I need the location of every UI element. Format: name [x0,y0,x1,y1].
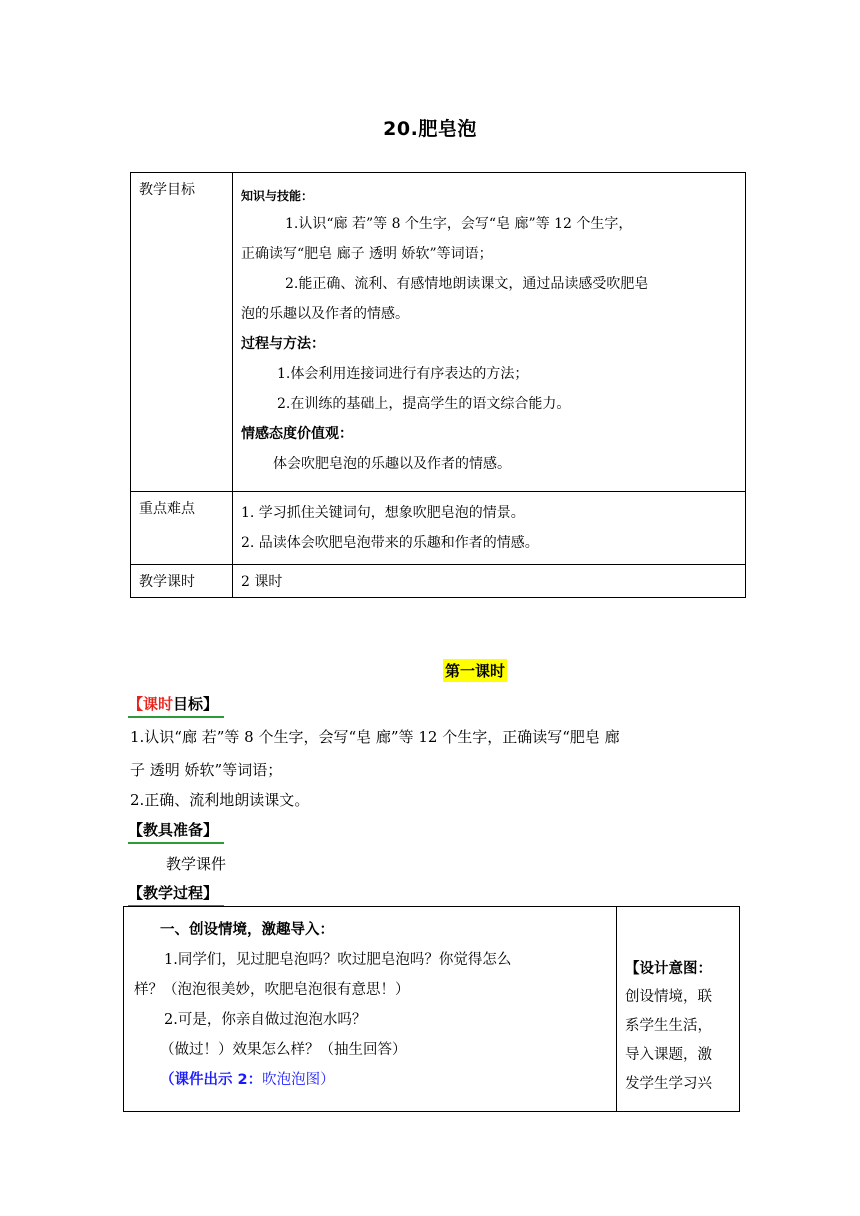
row-label-objectives: 教学目标 [131,173,233,492]
design-intent-cell [617,907,740,1112]
row-label-key-points: 重点难点 [131,492,233,565]
bracket-open: 【 [128,695,144,713]
process-heading: 【教学过程】 [128,882,218,904]
process-main-cell [124,907,617,1112]
process-line: 样？（泡泡很美妙，吹肥皂泡很有意思！） [134,982,410,998]
key-point-item: 2. 品读体会吹肥皂泡带来的乐趣和作者的情感。 [241,535,539,551]
lesson-goal-line: 2.正确、流利地朗读课文。 [130,791,310,809]
design-intent-heading: 【设计意图： [625,961,712,977]
design-intent-line: 发学生学习兴 [625,1076,712,1092]
knowledge-item: 2.能正确、流利、有感情地朗读课文，通过品读感受吹肥皂 [285,276,649,292]
table-row [124,907,740,1112]
design-intent-line: 导入课题，激 [625,1047,712,1063]
process-line: 2.可是，你亲自做过泡泡水吗？ [164,1012,367,1028]
table-row [131,492,746,565]
knowledge-item: 1.认识“廊 若”等 8 个生字，会写“皂 廊”等 12 个生字， [285,216,633,232]
heading-red-part: 课时 [143,695,174,713]
process-line: （做过！）效果怎么样？（抽生回答） [160,1042,407,1058]
knowledge-heading: 知识与技能： [241,189,314,203]
table-row [131,565,746,598]
objectives-content [233,173,746,492]
key-point-item: 1. 学习抓住关键词句，想象吹肥皂泡的情景。 [241,505,525,521]
knowledge-item: 泡的乐趣以及作者的情感。 [241,306,409,322]
heading-underline [128,842,224,844]
materials-content: 教学课件 [166,855,227,873]
process-line: 1.同学们，见过肥皂泡吗？吹过肥皂泡吗？你觉得怎么 [164,952,512,968]
process-table [123,906,740,1112]
emotion-item: 体会吹肥皂泡的乐趣以及作者的情感。 [273,456,511,472]
heading-underline [128,716,224,718]
lesson-goal-line: 子 透明 娇软”等词语； [130,761,283,779]
lesson-goal-line: 1.认识“廊 若”等 8 个生字，会写“皂 廊”等 12 个生字，正确读写“肥皂 廊 [130,728,620,746]
courseware-label: （课件出示 2： [160,1072,263,1088]
emotion-heading: 情感态度价值观： [241,426,353,442]
section-title: 一、创设情境，激趣导入： [160,922,334,938]
table-row [131,173,746,492]
row-label-hours: 教学课时 [131,565,233,598]
process-heading: 过程与方法： [241,336,325,352]
heading-black-part: 目标】 [173,695,219,713]
hours-value: 2 课时 [233,565,746,598]
key-points-content [233,492,746,565]
process-item: 2.在训练的基础上，提高学生的语文综合能力。 [277,396,571,412]
materials-heading: 【教具准备】 [128,819,218,841]
objectives-table [130,172,746,598]
courseware-text: 吹泡泡图） [262,1072,335,1088]
knowledge-item: 正确读写“肥皂 廊子 透明 娇软”等词语； [241,246,493,262]
design-intent-line: 系学生生活， [625,1018,712,1034]
process-item: 1.体会利用连接词进行有序表达的方法； [277,366,529,382]
document-title: 20.肥皂泡 [383,118,477,140]
courseware-line [134,1065,606,1095]
lesson-goal-heading [128,693,218,715]
lesson-heading: 第一课时 [443,659,507,682]
design-intent-line: 创设情境，联 [625,989,712,1005]
